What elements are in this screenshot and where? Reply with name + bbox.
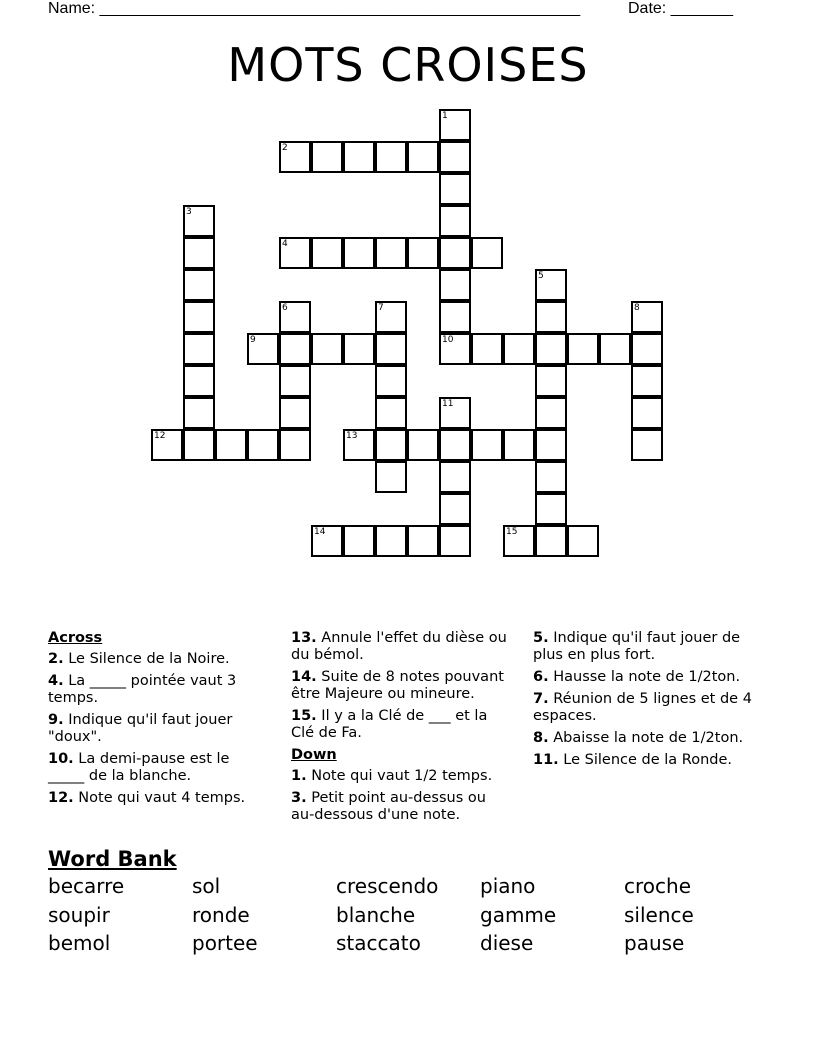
cell-number: 11 (442, 399, 454, 409)
grid-cell[interactable] (183, 397, 215, 429)
grid-cell[interactable] (183, 429, 215, 461)
cell-number: 14 (314, 527, 326, 537)
clue-down-6: 6. Hausse la note de 1/2ton. (533, 669, 741, 685)
clue-down-5: 5. Indique qu'il faut jouer de plus en plus fort. (533, 630, 741, 663)
grid-cell[interactable] (183, 205, 215, 237)
cell-number: 4 (282, 239, 288, 249)
word-bank-item: soupir (48, 902, 110, 927)
grid-cell[interactable] (439, 205, 471, 237)
grid-cell[interactable] (631, 397, 663, 429)
page-title: MOTS CROISES (227, 38, 589, 92)
word-bank-title: Word Bank (48, 847, 177, 871)
clue-down-1: 1. Note qui vaut 1/2 temps. (291, 768, 493, 784)
grid-cell[interactable] (535, 301, 567, 333)
grid-cell[interactable] (439, 237, 471, 269)
grid-cell[interactable] (535, 461, 567, 493)
clue-across-13: 13. Annule l'effet du dièse ou du bémol. (291, 630, 507, 663)
clue-across-4: 4. La _____ pointée vaut 3 temps. (48, 673, 237, 706)
grid-cell[interactable] (503, 429, 535, 461)
grid-cell[interactable] (439, 333, 471, 365)
grid-cell[interactable] (503, 525, 535, 557)
grid-cell[interactable] (279, 365, 311, 397)
word-bank-item: pause (624, 931, 685, 955)
word-bank-item: bemol (48, 931, 111, 955)
cell-number: 6 (282, 303, 288, 313)
grid-cell[interactable] (375, 333, 407, 365)
clue-across-15: 15. Il y a la Clé de ___ et la Clé de Fa. (291, 708, 488, 741)
grid-cell[interactable] (439, 525, 471, 557)
grid-cell[interactable] (375, 461, 407, 493)
grid-cell[interactable] (247, 429, 279, 461)
grid-cell[interactable] (183, 269, 215, 301)
grid-cell[interactable] (311, 141, 343, 173)
cell-number: 2 (282, 143, 288, 153)
word-bank-item: portee (192, 931, 258, 955)
clue-across-12: 12. Note qui vaut 4 temps. (48, 790, 246, 806)
grid-cell[interactable] (375, 397, 407, 429)
grid-cell[interactable] (439, 397, 471, 429)
down-heading: Down (291, 747, 337, 763)
grid-cell[interactable] (535, 429, 567, 461)
grid-cell[interactable] (183, 237, 215, 269)
date-field-label: Date: _______ (628, 0, 733, 17)
grid-cell[interactable] (535, 493, 567, 525)
grid-cell[interactable] (343, 141, 375, 173)
grid-cell[interactable] (439, 109, 471, 141)
cell-number: 3 (186, 207, 192, 217)
grid-cell[interactable] (311, 525, 343, 557)
grid-cell[interactable] (375, 429, 407, 461)
grid-cell[interactable] (375, 301, 407, 333)
word-bank-item: silence (624, 902, 694, 927)
clue-down-8: 8. Abaisse la note de 1/2ton. (533, 730, 744, 746)
grid-cell[interactable] (279, 333, 311, 365)
grid-cell[interactable] (279, 397, 311, 429)
grid-cell[interactable] (343, 525, 375, 557)
grid-cell[interactable] (631, 333, 663, 365)
grid-cell[interactable] (407, 429, 439, 461)
word-bank-item: piano (480, 874, 536, 898)
cell-number: 1 (442, 111, 448, 121)
grid-cell[interactable] (439, 173, 471, 205)
grid-cell[interactable] (311, 237, 343, 269)
grid-cell[interactable] (631, 429, 663, 461)
grid-cell[interactable] (439, 429, 471, 461)
grid-cell[interactable] (535, 333, 567, 365)
grid-cell[interactable] (471, 429, 503, 461)
grid-cell[interactable] (535, 365, 567, 397)
grid-cell[interactable] (631, 301, 663, 333)
cell-number: 13 (346, 431, 358, 441)
word-bank-item: staccato (336, 931, 421, 955)
grid-cell[interactable] (439, 141, 471, 173)
grid-cell[interactable] (343, 333, 375, 365)
cell-number: 5 (538, 271, 544, 281)
grid-cell[interactable] (279, 237, 311, 269)
grid-cell[interactable] (535, 525, 567, 557)
grid-cell[interactable] (375, 365, 407, 397)
grid-cell[interactable] (343, 429, 375, 461)
cell-number: 15 (506, 527, 518, 537)
grid-cell[interactable] (535, 269, 567, 301)
word-bank-item: sol (192, 874, 221, 898)
across-heading: Across (48, 630, 103, 646)
grid-cell[interactable] (567, 525, 599, 557)
grid-cell[interactable] (343, 237, 375, 269)
grid-cell[interactable] (183, 333, 215, 365)
grid-cell[interactable] (439, 301, 471, 333)
grid-cell[interactable] (407, 141, 439, 173)
word-bank-item: becarre (48, 874, 125, 898)
cell-number: 12 (154, 431, 166, 441)
name-field-label: Name: ______________________________________________________ (48, 0, 581, 17)
word-bank-item: blanche (336, 902, 416, 927)
grid-cell[interactable] (151, 429, 183, 461)
grid-cell[interactable] (439, 493, 471, 525)
grid-cell[interactable] (471, 333, 503, 365)
grid-cell[interactable] (599, 333, 631, 365)
grid-cell[interactable] (375, 525, 407, 557)
cell-number: 8 (634, 303, 640, 313)
grid-cell[interactable] (439, 269, 471, 301)
grid-cell[interactable] (279, 429, 311, 461)
word-bank-item: crescendo (336, 874, 439, 898)
word-bank-item: ronde (192, 902, 250, 927)
clue-across-14: 14. Suite de 8 notes pouvant être Majeure ou mineure. (291, 669, 504, 702)
grid-cell[interactable] (407, 525, 439, 557)
word-bank-item: diese (480, 931, 534, 955)
clue-across-9: 9. Indique qu'il faut jouer "doux". (48, 712, 233, 745)
grid-cell[interactable] (567, 333, 599, 365)
grid-cell[interactable] (439, 461, 471, 493)
grid-cell[interactable] (631, 365, 663, 397)
grid-cell[interactable] (375, 237, 407, 269)
grid-cell[interactable] (311, 333, 343, 365)
clues-column-2 (291, 630, 511, 829)
grid-cell[interactable] (279, 301, 311, 333)
cell-number: 10 (442, 335, 454, 345)
grid-cell[interactable] (471, 237, 503, 269)
grid-cell[interactable] (375, 141, 407, 173)
cell-number: 9 (250, 335, 256, 345)
clue-across-2: 2. Le Silence de la Noire. (48, 651, 230, 667)
clue-down-11: 11. Le Silence de la Ronde. (533, 752, 733, 768)
clue-down-3: 3. Petit point au-dessus ou au-dessous d'une note. (291, 790, 486, 823)
grid-cell[interactable] (535, 397, 567, 429)
grid-cell[interactable] (503, 333, 535, 365)
cell-number: 7 (378, 303, 384, 313)
grid-cell[interactable] (183, 301, 215, 333)
grid-cell[interactable] (279, 141, 311, 173)
clue-across-10: 10. La demi-pause est le _____ de la blanche. (48, 751, 230, 784)
clues-column-1 (48, 630, 268, 812)
grid-cell[interactable] (247, 333, 279, 365)
grid-cell[interactable] (183, 365, 215, 397)
clue-down-7: 7. Réunion de 5 lignes et de 4 espaces. (533, 691, 752, 724)
word-bank-item: gamme (480, 902, 557, 927)
grid-cell[interactable] (215, 429, 247, 461)
clues-column-3 (533, 630, 753, 774)
word-bank-item: croche (624, 874, 691, 898)
grid-cell[interactable] (407, 237, 439, 269)
